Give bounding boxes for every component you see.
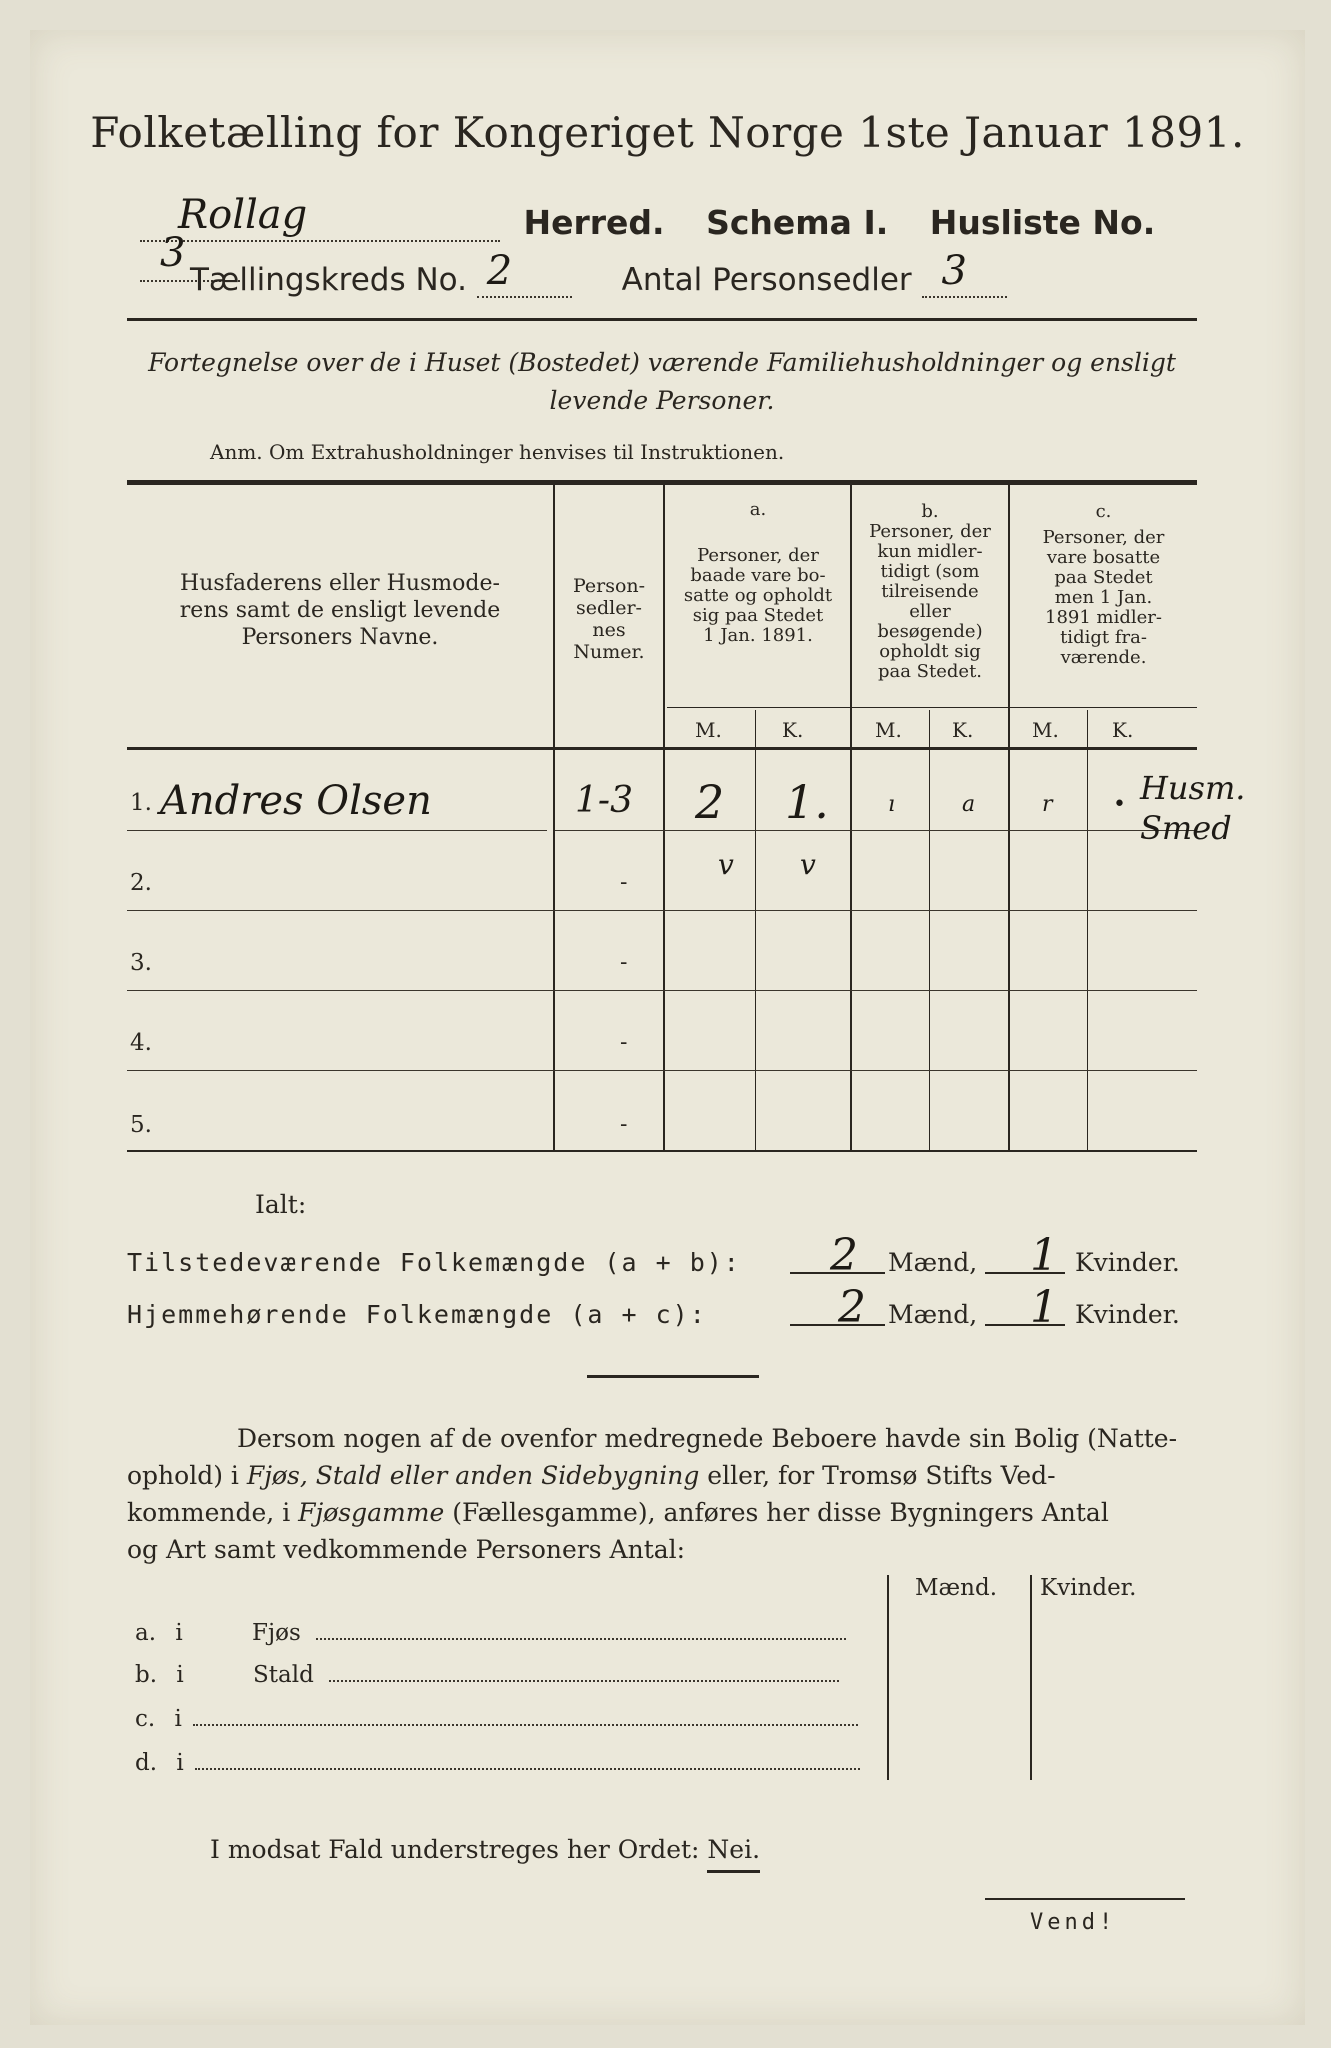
bolig-p3	[127, 1494, 1197, 1531]
intro-line1: Fortegnelse over de i Huset (Bostedet) værende Familiehusholdninger og ensligt	[148, 348, 1176, 377]
row-rule-1b	[555, 830, 1197, 831]
row-1-a-k: 1.	[785, 775, 829, 829]
bolig-col-divider-1	[887, 1575, 889, 1780]
a-m-label: M.	[695, 718, 722, 742]
col-c-l1: Personer, der	[1042, 527, 1165, 548]
header-rule	[127, 318, 1197, 321]
bolig-c-dots	[193, 1724, 858, 1726]
row-1-number: 1.	[130, 790, 152, 816]
kreds-field	[477, 248, 572, 298]
row-rule-2	[127, 910, 1197, 911]
ialt-label: Ialt:	[255, 1190, 307, 1219]
row-2-sedler: -	[620, 870, 628, 895]
bolig-p4: og Art samt vedkommende Personers Antal:	[127, 1535, 686, 1564]
antal-value: 3	[941, 248, 967, 294]
table-header-rule	[127, 747, 1197, 750]
col-b-letter: b.	[921, 501, 939, 522]
col-divider-cm	[1087, 710, 1088, 1150]
hjemme-k-value: 1	[1030, 1282, 1058, 1333]
bolig-paragraph	[127, 1420, 1197, 1568]
antal-field	[922, 248, 1007, 298]
kreds-line	[190, 248, 1190, 298]
row-4-number: 4.	[130, 1030, 152, 1056]
bolig-d-dots	[195, 1768, 860, 1770]
table-top-rule	[127, 480, 1197, 485]
section-divider	[587, 1375, 759, 1378]
bolig-col-maend: Mænd.	[915, 1575, 998, 1601]
bolig-p2-c: eller, for Tromsø Stifts Ved-	[699, 1461, 1056, 1490]
tilstede-m-value: 2	[830, 1230, 858, 1281]
col-names-l3: Personers Navne.	[241, 625, 439, 650]
hjemme-maend: Mænd,	[888, 1300, 978, 1329]
col-header-sedler	[555, 575, 663, 663]
col-num-l3: nes	[592, 619, 626, 641]
bolig-item-a	[135, 1620, 875, 1646]
herred-label: Herred.	[523, 203, 665, 242]
herred-field	[140, 192, 500, 242]
col-num-l1: Person-	[572, 575, 646, 597]
bolig-a-label: Fjøs	[252, 1620, 301, 1646]
row-5-number: 5.	[130, 1112, 152, 1138]
row-rule-1	[127, 830, 547, 831]
bolig-b-dots	[329, 1680, 839, 1682]
a-k-label: K.	[782, 718, 804, 742]
col-header-c	[1010, 502, 1197, 668]
col-c-l3: paa Stedet	[1054, 567, 1153, 588]
bolig-a-dots	[316, 1638, 846, 1640]
bolig-item-d	[135, 1750, 875, 1776]
row-1-b-k: a	[962, 792, 976, 817]
bolig-p3-a: kommende, i	[127, 1498, 299, 1527]
bolig-col-divider-2	[1030, 1575, 1032, 1780]
c-m-label: M.	[1032, 718, 1059, 742]
row-2-a-k: v	[800, 848, 816, 881]
col-divider-am	[755, 710, 756, 1150]
tilstede-kvinder: Kvinder.	[1075, 1248, 1180, 1277]
bolig-p2-a: ophold) i	[127, 1461, 247, 1490]
bolig-d-letter: d.	[135, 1750, 158, 1776]
row-1-sedler: 1-3	[575, 780, 633, 821]
col-a-l3: satte og opholdt	[683, 585, 833, 606]
row-1-c-m: r	[1042, 792, 1053, 817]
b-m-label: M.	[875, 718, 902, 742]
bolig-p3-b: Fjøsgamme	[298, 1498, 445, 1527]
antal-label: Antal Personsedler	[621, 262, 912, 298]
census-form	[30, 30, 1305, 2025]
col-a-letter: a.	[749, 499, 767, 520]
row-2-number: 2.	[130, 870, 152, 896]
tilstede-k-value: 1	[1030, 1230, 1058, 1281]
bolig-b-letter: b.	[135, 1662, 158, 1688]
bolig-c-letter: c.	[135, 1706, 156, 1732]
col-c-l2: vare bosatte	[1046, 547, 1161, 568]
row-rule-4	[127, 1070, 1197, 1071]
row-1-b-m: ı	[888, 792, 896, 817]
kreds-value: 2	[486, 248, 513, 294]
col-names-l1: Husfaderens eller Husmode-	[180, 571, 500, 596]
modsat-line	[210, 1835, 760, 1864]
vend-label: Vend!	[1030, 1910, 1117, 1935]
hjemme-m-value: 2	[838, 1282, 866, 1333]
husliste-label: Husliste No.	[929, 203, 1156, 242]
table-bottom-rule	[127, 1150, 1197, 1152]
row-3-sedler: -	[620, 950, 628, 975]
c-k-label: K.	[1112, 718, 1134, 742]
bolig-a-i: i	[175, 1620, 183, 1646]
tilstede-label: Tilstedeværende Folkemængde (a + b):	[127, 1248, 741, 1277]
col-c-letter: c.	[1095, 501, 1112, 522]
bolig-c-i: i	[174, 1706, 182, 1732]
bolig-p2	[127, 1457, 1197, 1494]
col-names-l2: rens samt de ensligt levende	[179, 598, 501, 623]
modsat-text: I modsat Fald understreges her Ordet:	[210, 1835, 708, 1864]
form-title: Folketælling for Kongeriget Norge 1ste Januar 1891.	[90, 108, 1245, 157]
row-rule-3	[127, 990, 1197, 991]
bolig-item-c	[135, 1706, 875, 1732]
col-num-l4: Numer.	[573, 641, 645, 663]
bolig-item-b	[135, 1662, 875, 1688]
col-b-l6: besøgende)	[877, 621, 983, 642]
intro-line2: levende Personer.	[549, 386, 775, 415]
col-b-l7: opholdt sig	[879, 641, 981, 662]
col-divider-2	[663, 485, 665, 1150]
col-header-a	[666, 500, 850, 646]
col-b-l3: tidigt (som	[880, 561, 980, 582]
col-b-l2: kun midler-	[877, 541, 983, 562]
husliste-value: 3	[160, 230, 186, 276]
col-header-b	[852, 502, 1008, 682]
col-divider-bm	[929, 710, 930, 1150]
col-c-l5: 1891 midler-	[1045, 607, 1162, 628]
herred-value: Rollag	[178, 192, 308, 238]
col-b-l5: eller	[909, 601, 951, 622]
row-2-a-m: v	[718, 848, 734, 881]
bolig-d-i: i	[176, 1750, 184, 1776]
row-1-a-m: 2	[695, 775, 725, 829]
kreds-label: Tællingskreds No.	[190, 262, 467, 298]
bolig-b-label: Stald	[253, 1662, 314, 1688]
row-4-sedler: -	[620, 1030, 628, 1055]
row-1-note: Husm. Smed	[1140, 769, 1246, 847]
row-1-name: Andres Olsen	[160, 778, 432, 824]
col-b-l4: tilreisende	[881, 581, 979, 602]
tilstede-maend: Mænd,	[888, 1248, 978, 1277]
row-3-number: 3.	[130, 950, 152, 976]
col-header-names	[135, 570, 545, 651]
hjemme-label: Hjemmehørende Folkemængde (a + c):	[127, 1300, 707, 1329]
bolig-col-kvinder: Kvinder.	[1040, 1575, 1137, 1601]
bolig-p3-c: (Fællesgamme), anføres her disse Bygningers Antal	[444, 1498, 1109, 1527]
col-c-l7: værende.	[1060, 647, 1147, 668]
mk-rule	[667, 707, 1197, 708]
vend-rule	[985, 1898, 1185, 1900]
col-a-l5: 1 Jan. 1891.	[703, 625, 813, 646]
bolig-p2-b: Fjøs, Stald eller anden Sidebygning	[246, 1461, 700, 1490]
bolig-b-i: i	[176, 1662, 184, 1688]
row-1-c-k: •	[1113, 792, 1126, 817]
b-k-label: K.	[952, 718, 974, 742]
col-c-l6: tidigt fra-	[1060, 627, 1147, 648]
schema-label: Schema I.	[706, 203, 889, 242]
col-c-l4: men 1 Jan.	[1054, 587, 1153, 608]
col-a-l2: baade vare bo-	[690, 565, 826, 586]
col-a-l4: sig paa Stedet	[692, 605, 824, 626]
hjemme-kvinder: Kvinder.	[1075, 1300, 1180, 1329]
col-b-l1: Personer, der	[869, 521, 991, 542]
col-num-l2: sedler-	[576, 597, 642, 619]
col-b-l8: paa Stedet.	[877, 661, 983, 682]
modsat-nei: Nei.	[707, 1835, 760, 1873]
row-5-sedler: -	[620, 1112, 628, 1137]
bolig-p1: Dersom nogen af de ovenfor medregnede Beboere havde sin Bolig (Natte-	[237, 1424, 1178, 1453]
col-a-l1: Personer, der	[697, 545, 819, 566]
bolig-a-letter: a.	[135, 1620, 157, 1646]
anm-note: Anm. Om Extrahusholdninger henvises til Instruktionen.	[210, 440, 785, 464]
